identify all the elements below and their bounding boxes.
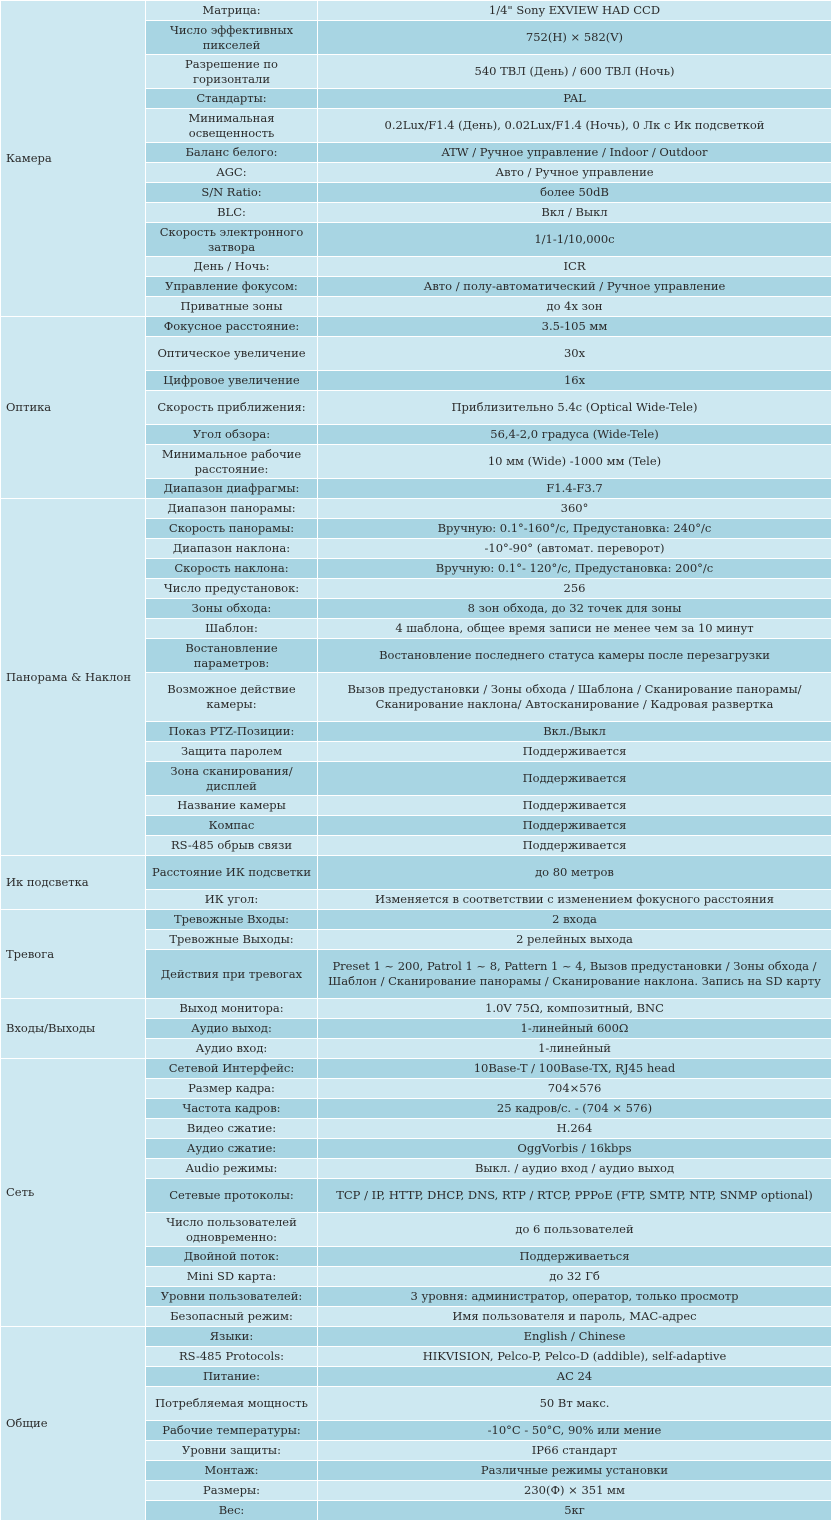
- param-name: Управление фокусом:: [146, 277, 318, 297]
- param-value: 1-линейный 600Ω: [318, 1019, 831, 1039]
- group-label: Ик подсветка: [1, 856, 146, 910]
- param-value: H.264: [318, 1119, 831, 1139]
- spec-row: [1, 1, 831, 21]
- param-name: Безопасный режим:: [146, 1307, 318, 1327]
- param-value: HIKVISION, Pelco-P, Pelco-D (addible), self-adaptive: [318, 1347, 831, 1367]
- spec-table-body: [1, 1, 831, 1521]
- param-value: Поддерживается: [318, 796, 831, 816]
- param-name: S/N Ratio:: [146, 183, 318, 203]
- param-name: Число предустановок:: [146, 579, 318, 599]
- param-value: Preset 1 ~ 200, Patrol 1 ~ 8, Pattern 1 ~ 4, Вызов предустановки / Зоны обхода / Шаблон / Сканирование панорамы / Сканирование наклона. Запись на SD карту: [318, 950, 831, 999]
- param-value: 704×576: [318, 1079, 831, 1099]
- param-value: Приблизительно 5.4с (Optical Wide-Tele): [318, 391, 831, 425]
- param-name: Зоны обхода:: [146, 599, 318, 619]
- param-value: 2 релейных выхода: [318, 930, 831, 950]
- param-name: Двойной поток:: [146, 1247, 318, 1267]
- spec-row: [1, 1059, 831, 1079]
- param-name: Разрешение по горизонтали: [146, 55, 318, 89]
- param-name: Оптическое увеличение: [146, 337, 318, 371]
- param-name: Востановление параметров:: [146, 639, 318, 673]
- param-name: BLC:: [146, 203, 318, 223]
- param-value: English / Chinese: [318, 1327, 831, 1347]
- param-name: Приватные зоны: [146, 297, 318, 317]
- param-name: Аудио вход:: [146, 1039, 318, 1059]
- param-value: -10°C - 50°C, 90% или мение: [318, 1421, 831, 1441]
- spec-row: [1, 910, 831, 930]
- group-label: Входы/Выходы: [1, 999, 146, 1059]
- param-value: AC 24: [318, 1367, 831, 1387]
- param-value: 16х: [318, 371, 831, 391]
- param-value: Поддерживается: [318, 742, 831, 762]
- param-value: 30х: [318, 337, 831, 371]
- param-name: День / Ночь:: [146, 257, 318, 277]
- param-name: Аудио сжатие:: [146, 1139, 318, 1159]
- param-value: Выкл. / аудио вход / аудио выход: [318, 1159, 831, 1179]
- param-name: Матрица:: [146, 1, 318, 21]
- param-value: до 4х зон: [318, 297, 831, 317]
- param-value: Поддерживается: [318, 816, 831, 836]
- param-name: Аудио выход:: [146, 1019, 318, 1039]
- group-label: Тревога: [1, 910, 146, 999]
- param-name: Уровни защиты:: [146, 1441, 318, 1461]
- param-value: 360°: [318, 499, 831, 519]
- param-value: Востановление последнего статуса камеры после перезагрузки: [318, 639, 831, 673]
- param-name: Минимальное рабочие расстояние:: [146, 445, 318, 479]
- param-value: Различные режимы установки: [318, 1461, 831, 1481]
- param-name: Питание:: [146, 1367, 318, 1387]
- param-value: Авто / полу-автоматический / Ручное управление: [318, 277, 831, 297]
- param-value: 0.2Lux/F1.4 (День), 0.02Lux/F1.4 (Ночь), 0 Лк с Ик подсветкой: [318, 109, 831, 143]
- param-value: до 6 пользователей: [318, 1213, 831, 1247]
- param-value: 3 уровня: администратор, оператор, только просмотр: [318, 1287, 831, 1307]
- spec-row: [1, 856, 831, 890]
- param-name: Действия при тревогах: [146, 950, 318, 999]
- param-name: Вес:: [146, 1501, 318, 1521]
- param-value: 4 шаблона, общее время записи не менее чем за 10 минут: [318, 619, 831, 639]
- param-value: ATW / Ручное управление / Indoor / Outdoor: [318, 143, 831, 163]
- param-value: IP66 стандарт: [318, 1441, 831, 1461]
- param-name: Скорость приближения:: [146, 391, 318, 425]
- param-value: F1.4-F3.7: [318, 479, 831, 499]
- param-value: 2 входа: [318, 910, 831, 930]
- param-name: Уровни пользователей:: [146, 1287, 318, 1307]
- param-value: 25 кадров/с. - (704 × 576): [318, 1099, 831, 1119]
- param-value: OggVorbis / 16kbps: [318, 1139, 831, 1159]
- param-value: Имя пользователя и пароль, MAC-адрес: [318, 1307, 831, 1327]
- param-name: Диапазон диафрагмы:: [146, 479, 318, 499]
- param-name: Сетевой Интерфейс:: [146, 1059, 318, 1079]
- group-label: Панорама & Наклон: [1, 499, 146, 856]
- param-value: 1/1-1/10,000с: [318, 223, 831, 257]
- param-value: Авто / Ручное управление: [318, 163, 831, 183]
- param-value: 1-линейный: [318, 1039, 831, 1059]
- param-value: более 50dB: [318, 183, 831, 203]
- param-value: 8 зон обхода, до 32 точек для зоны: [318, 599, 831, 619]
- param-value: Поддерживается: [318, 762, 831, 796]
- param-name: Минимальная освещенность: [146, 109, 318, 143]
- param-value: 1/4" Sony EXVIEW HAD CCD: [318, 1, 831, 21]
- param-name: RS-485 Protocols:: [146, 1347, 318, 1367]
- param-value: 5кг: [318, 1501, 831, 1521]
- param-value: 256: [318, 579, 831, 599]
- param-name: Баланс белого:: [146, 143, 318, 163]
- param-name: Скорость наклона:: [146, 559, 318, 579]
- param-value: -10°-90° (автомат. переворот): [318, 539, 831, 559]
- param-value: Поддерживаеться: [318, 1247, 831, 1267]
- param-name: AGC:: [146, 163, 318, 183]
- group-label: Общие: [1, 1327, 146, 1521]
- param-value: Вызов предустановки / Зоны обхода / Шаблона / Сканирование панорамы/ Сканирование наклона/ Автосканирование / Кадровая развертка: [318, 673, 831, 722]
- param-value: Изменяется в соответствии с изменением фокусного расстояния: [318, 890, 831, 910]
- param-name: ИК угол:: [146, 890, 318, 910]
- param-name: Цифровое увеличение: [146, 371, 318, 391]
- param-value: PAL: [318, 89, 831, 109]
- param-name: Размеры:: [146, 1481, 318, 1501]
- param-value: Вкл./Выкл: [318, 722, 831, 742]
- param-value: до 32 Гб: [318, 1267, 831, 1287]
- param-name: Расстояние ИК подсветки: [146, 856, 318, 890]
- param-name: Число пользователей одновременно:: [146, 1213, 318, 1247]
- param-name: Видео сжатие:: [146, 1119, 318, 1139]
- param-name: Audio режимы:: [146, 1159, 318, 1179]
- param-value: 50 Вт макс.: [318, 1387, 831, 1421]
- param-value: 230(Ф) × 351 мм: [318, 1481, 831, 1501]
- param-name: Диапазон панорамы:: [146, 499, 318, 519]
- param-name: Потребляемая мощность: [146, 1387, 318, 1421]
- param-name: Шаблон:: [146, 619, 318, 639]
- param-value: до 80 метров: [318, 856, 831, 890]
- param-value: Вкл / Выкл: [318, 203, 831, 223]
- param-name: Число эффективных пикселей: [146, 21, 318, 55]
- param-value: 56,4-2,0 градуса (Wide-Tele): [318, 425, 831, 445]
- param-value: TCP / IP, HTTP, DHCP, DNS, RTP / RTCP, PPPoE (FTP, SMTP, NTP, SNMP optional): [318, 1179, 831, 1213]
- param-value: 3.5-105 мм: [318, 317, 831, 337]
- param-name: Показ PTZ-Позиции:: [146, 722, 318, 742]
- param-name: Тревожные Входы:: [146, 910, 318, 930]
- param-name: Монтаж:: [146, 1461, 318, 1481]
- param-value: ICR: [318, 257, 831, 277]
- param-name: Компас: [146, 816, 318, 836]
- param-value: 1.0V 75Ω, композитный, BNC: [318, 999, 831, 1019]
- param-value: Вручную: 0.1°-160°/с, Предустановка: 240°/с: [318, 519, 831, 539]
- param-value: 540 ТВЛ (День) / 600 ТВЛ (Ночь): [318, 55, 831, 89]
- param-name: Рабочие температуры:: [146, 1421, 318, 1441]
- param-name: Частота кадров:: [146, 1099, 318, 1119]
- spec-row: [1, 999, 831, 1019]
- param-name: Название камеры: [146, 796, 318, 816]
- group-label: Сеть: [1, 1059, 146, 1327]
- param-name: RS-485 обрыв связи: [146, 836, 318, 856]
- param-value: 10Base-T / 100Base-TX, RJ45 head: [318, 1059, 831, 1079]
- spec-row: [1, 499, 831, 519]
- param-name: Скорость электронного затвора: [146, 223, 318, 257]
- param-name: Диапазон наклона:: [146, 539, 318, 559]
- param-name: Тревожные Выходы:: [146, 930, 318, 950]
- param-value: Вручную: 0.1°- 120°/с, Предустановка: 200°/с: [318, 559, 831, 579]
- spec-row: [1, 1327, 831, 1347]
- param-value: 752(H) × 582(V): [318, 21, 831, 55]
- param-name: Mini SD карта:: [146, 1267, 318, 1287]
- group-label: Оптика: [1, 317, 146, 499]
- param-value: Поддерживается: [318, 836, 831, 856]
- param-name: Зона сканирования/дисплей: [146, 762, 318, 796]
- param-value: 10 мм (Wide) -1000 мм (Tele): [318, 445, 831, 479]
- group-label: Камера: [1, 1, 146, 317]
- param-name: Стандарты:: [146, 89, 318, 109]
- param-name: Возможное действие камеры:: [146, 673, 318, 722]
- param-name: Размер кадра:: [146, 1079, 318, 1099]
- param-name: Сетевые протоколы:: [146, 1179, 318, 1213]
- param-name: Защита паролем: [146, 742, 318, 762]
- param-name: Выход монитора:: [146, 999, 318, 1019]
- param-name: Языки:: [146, 1327, 318, 1347]
- param-name: Скорость панорамы:: [146, 519, 318, 539]
- param-name: Фокусное расстояние:: [146, 317, 318, 337]
- spec-row: [1, 317, 831, 337]
- param-name: Угол обзора:: [146, 425, 318, 445]
